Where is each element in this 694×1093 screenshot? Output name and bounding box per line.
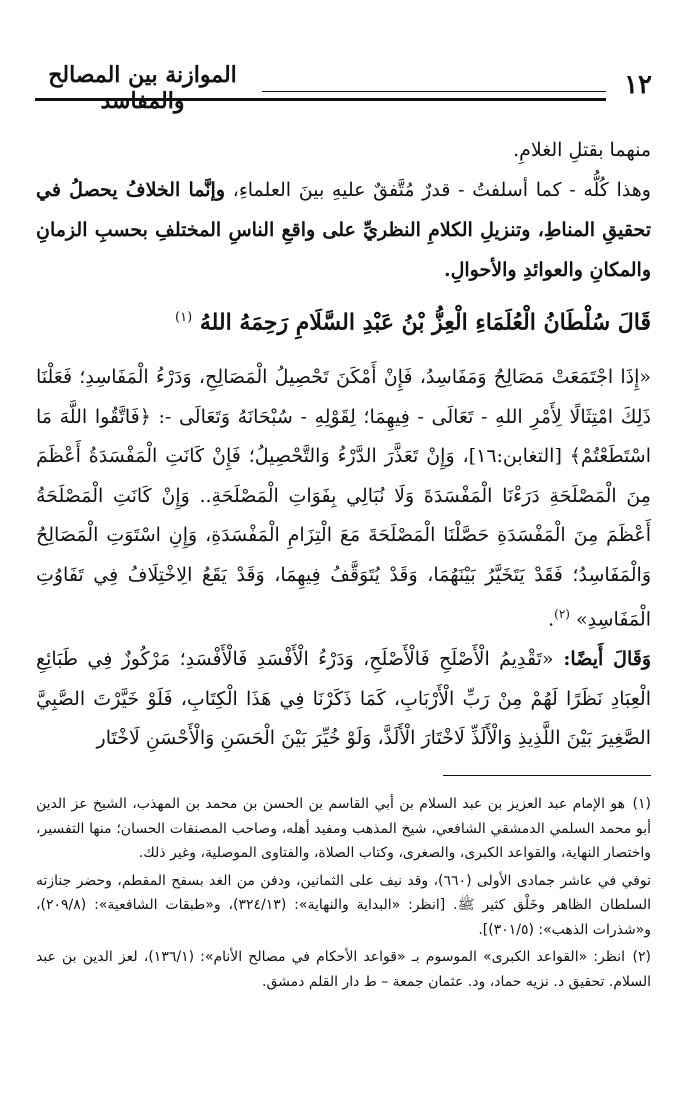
quotation	[36, 640, 651, 759]
header-rule-thick	[35, 98, 606, 101]
paragraph-bold-text: وإنَّما الخلافُ يحصلُ في تحقيقِ المناطِ، وتنزيلِ الكلامِ النظريِّ على واقعِ الناسِ المختلفِ بحسبِ الزمانِ والمكانِ والعوائدِ والأحوالِ.	[36, 179, 651, 281]
footnote-number: (١)	[632, 796, 651, 812]
footnote	[36, 945, 651, 994]
section-heading	[36, 296, 651, 344]
main-text	[36, 130, 651, 759]
section-heading-text: قَالَ سُلْطَانُ الْعُلَمَاءِ الْعِزُّ بْنُ عَبْدِ السَّلَامِ رَحِمَهُ اللهُ	[199, 309, 651, 336]
footnote-text: هو الإمام عبد العزيز بن عبد السلام بن أبي القاسم بن الحسن بن محمد بن المهذب، الشيخ عز الدين أبو محمد السلمي الدمشقي الشافعي، شيخ المذهب ومفيد أهله، وصاحب المصنفات الحسان؛ منها التفسير، واختصار النهاية، والقواعد الكبرى، والصغرى، وكتاب الصلاة، والفتاوى الموصلية، وغير ذلك.	[36, 796, 651, 861]
footnote-separator	[443, 775, 651, 776]
quotation: «إِذَا اجْتَمَعَتْ مَصَالِحُ وَمَفَاسِدُ، فَإِنْ أَمْكَنَ تَحْصِيلُ الْمَصَالِحِ، وَدَرْءُ الْمَفَاسِدِ؛ فَعَلْنَا ذَلِكَ امْتِثَالًا لِأَمْرِ اللهِ - تَعَالَى - فِيهِمَا؛ لِقَوْلِهِ - سُبْحَانَهُ وَتَعَالَى -: ﴿فَاتَّقُوا اللَّهَ مَا اسْتَطَعْتُمْ﴾ [التغابن:١٦]، وَإِنْ تَعَذَّرَ الدَّرْءُ وَالتَّحْصِيلُ؛ فَإِنْ كَانَتِ الْمَفْسَدَةُ أَعْظَمَ مِنَ الْمَصْلَحَةِ دَرَءْنَا الْمَفْسَدَةَ وَلَا نُبَالِي بِفَوَاتِ الْمَصْلَحَةِ.. وَإِنْ كَانَتِ الْمَصْلَحَةُ أَعْظَمَ مِنَ الْمَفْسَدَةِ حَصَّلْنَا الْمَصْلَحَةَ مَعَ الْتِزَامِ الْمَفْسَدَةِ، وَإِنِ اسْتَوَتِ الْمَصَالِحُ وَالْمَفَاسِدُ؛ فَقَدْ يَتَخَيَّرُ بَيْنَهُمَا، وَقَدْ يُتَوَقَّفُ فِيهِمَا، وَقَدْ يَقَعُ الِاخْتِلَافُ فِي تَفَاوُتِ الْمَفَاسِدِ» $^{(٢)}$.	[36, 366, 651, 631]
page-number: ١٢	[624, 70, 652, 100]
footnote-text: انظر: «القواعد الكبرى» الموسوم بـ «قواعد الأحكام في مصالح الأنام»: (١٣٦/١)، لعز الدين بن عبد السلام. تحقيق د. نزيه حماد، ود. عثمان جمعة – ط دار القلم دمشق.	[36, 949, 651, 990]
header-rule-thin	[262, 91, 606, 92]
quotation-text: «إِذَا اجْتَمَعَتْ مَصَالِحُ وَمَفَاسِدُ، فَإِنْ أَمْكَنَ تَحْصِيلُ الْمَصَالِحِ، وَدَرْءُ الْمَفَاسِدِ؛ فَعَلْنَا ذَلِكَ امْتِثَالًا لِأَمْرِ اللهِ - تَعَالَى - فِيهِمَا؛ لِقَوْلِهِ - سُبْحَانَهُ وَتَعَالَى -: ﴿فَاتَّقُوا اللَّهَ مَا اسْتَطَعْتُمْ﴾ [التغابن:١٦]، وَإِنْ تَعَذَّرَ الدَّرْءُ وَالتَّحْصِيلُ؛ فَإِنْ كَانَتِ الْمَفْسَدَةُ أَعْظَمَ مِنَ الْمَصْلَحَةِ دَرَءْنَا الْمَفْسَدَةَ وَلَا نُبَالِي بِفَوَاتِ الْمَصْلَحَةِ.. وَإِنْ كَانَتِ الْمَصْلَحَةُ أَعْظَمَ مِنَ الْمَفْسَدَةِ حَصَّلْنَا الْمَصْلَحَةَ مَعَ الْتِزَامِ الْمَفْسَدَةِ، وَإِنِ اسْتَوَتِ الْمَصَالِحُ وَالْمَفَاسِدُ؛ فَقَدْ يَتَخَيَّرُ بَيْنَهُمَا، وَقَدْ يُتَوَقَّفُ فِيهِمَا، وَقَدْ يَقَعُ الِاخْتِلَافُ فِي تَفَاوُتِ الْمَفَاسِدِ»	[36, 366, 651, 631]
footnote-ref: (١)	[175, 310, 193, 325]
footnote-ref: (٢)	[554, 607, 570, 622]
running-title: الموازنة بين المصالح والمفاسد	[48, 62, 237, 114]
quotation-lead: وَقَالَ أَيضًا:	[553, 648, 651, 671]
quotation-text: «تَقْدِيمُ الْأَصْلَحِ فَالْأَصْلَحِ، وَدَرْءُ الْأَفْسَدِ فَالْأَفْسَدِ؛ مَرْكُوزٌ فِي طَبَائِعِ الْعِبَادِ نَظَرًا لَهُمْ مِنْ رَبِّ الْأَرْبَابِ، كَمَا ذَكَرْنَا فِي هَذَا الْكِتَابِ، فَلَوْ خَيَّرْتَ الصَّبِيَّ الصَّغِيرَ بَيْنَ اللَّذِيذِ وَالْأَلَذِّ لَاخْتَارَ الْأَلَذَّ، وَلَوْ خُيِّرَ بَيْنَ الْحَسَنِ وَالْأَحْسَنِ لَاخْتَار	[36, 648, 651, 750]
paragraph-text: منهما بقتلِ الغلامِ.	[513, 139, 651, 161]
footnote-text: توفي في عاشر جمادى الأولى (٦٦٠)، وقد نيف على الثمانين، ودفن من الغد بسفح المقطم، وحضر جنازته السلطان الظاهر وخَلْق كثير ﷺ. [انظر: «البداية والنهاية»: (٣٢٤/١٣)، و«طبقات الشافعية»: (٢٠٩/٨)، و«شذرات الذهب»: (٣٠١/٥)].	[36, 872, 651, 938]
footnote	[36, 792, 651, 866]
footnote-number: (٢)	[632, 949, 651, 965]
paragraph-text: وهذا كُلُّه - كما أسلفتُ - قدرٌ مُتَّفقٌ عليهِ بينَ العلماءِ،	[225, 179, 651, 201]
footnote	[36, 869, 651, 943]
paragraph	[36, 130, 651, 170]
footnotes	[36, 792, 651, 997]
paragraph	[36, 170, 651, 290]
